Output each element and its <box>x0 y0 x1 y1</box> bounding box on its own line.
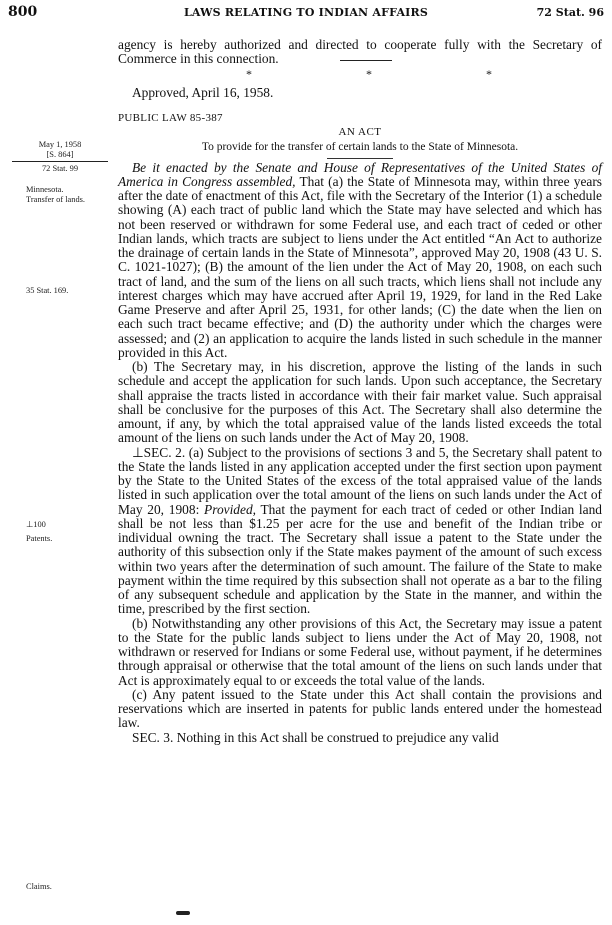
section-2-c: (c) Any patent issued to the State under this Act shall contain the provisions and reservations which are inserted in patents for public lands entered under the homestead law. <box>118 686 602 731</box>
continued-paragraph: agency is hereby authorized and directed to cooperate fully with the Secretary of Commerce in this connection. <box>118 37 602 67</box>
act-purpose: To provide for the transfer of certain lands to the State of Minnesota. <box>201 140 519 153</box>
section-2-a: ⊥SEC. 2. (a) Subject to the provisions of sections 3 and 5, the Secretary shall patent to the State the lands listed in any application accepted under the first section upon payment by the State to the United States of the excess of the total appraised value of the lands listed in such application over the total amount of the liens on such lands under the Act of May 20, 1908: Provided, That the payment for each tract of ceded or other Indian land shall be not less than $1.25 per acre for the use and benefit of the Indian tribe or individual owning the tract. The Secretary shall issue a patent to the State under the authority of this subsection only if the State makes payment of the amount of such excess within two years after the determination of such amount. The failure of the State to make payment within the time required by this subsection shall not operate as a bar to the filing of any subsequent schedule and application by the State in the manner, and within the time, prescribed by the first section. <box>118 444 602 617</box>
running-title: LAWS RELATING TO INDIAN AFFAIRS <box>183 6 429 19</box>
margin-law-date: May 1, 1958 <box>38 140 82 149</box>
margin-divider <box>12 161 108 162</box>
statute-reference: 72 Stat. 96 <box>536 6 604 19</box>
margin-note-patents: Patents. <box>26 534 53 543</box>
margin-senate-bill: [S. 864] <box>46 149 74 159</box>
margin-stat-cite: 72 Stat. 99 <box>41 164 79 173</box>
section-1-b: (b) The Secretary may, in his discretion, approve the listing of the lands in such schedule and accept the application for such lands. Upon such acceptance, the Secretary shall appraise the tracts listed in accordance with their fair market value. Such appraisal shall be conclusive for the purposes of this Act. The Secretary shall also determine the amount, if any, by which the total appraised value of the lands listed exceeds the total amount of the liens on such lands under the Act of May 20, 1908. <box>118 359 602 446</box>
section-1-a: Be it enacted by the Senate and House of Representatives of the United States of America in Congress assembled, That (a) the State of Minnesota may, within three years after the date of enactment of this Act, file with the Secretary of the Interior (1) a schedule showing (A) each tract of public land which the State may have selected and which has not been reserved or withdrawn for some Federal use, and each tract of ceded or other Indian lands, which tracts are subject to liens under the Act entitled “An Act to authorize the drainage of certain lands in the State of Minnesota”, approved May 20, 1908 (43 U. S. C. 1021-1027); (B) the amount of the lien under the Act of May 20, 1908, on each such tract of land, and the sum of the liens on all such tracts, which liens shall not include any interest charges which may have accrued after April 19, 1929, for land in the Red Lake Game Preserve and after April 25, 1931, for other lands; (C) the date when the lien on each such tract became effective; and (D) the authority under which the charges were assessed; and (2) an application to acquire the lands listed in such schedule in the manner provided in this Act. <box>118 159 602 360</box>
section-2-b: (b) Notwithstanding any other provisions of this Act, the Secretary may issue a patent to the State for the public lands subject to liens under the Act of May 20, 1908, not withdrawn or reserved for Indians or some Federal use, without payment, if he determines through appraisal or otherwise that the total amount of the liens on such lands under that Act is approximately equal to or exceeds the total value of the lands. <box>118 615 602 688</box>
approval-rule <box>340 60 392 61</box>
margin-law-block <box>8 140 112 174</box>
public-law-number: PUBLIC LAW 85-387 <box>118 111 223 124</box>
main-text-column <box>118 38 602 745</box>
section-2-label: ⊥SEC. 2. <box>132 444 186 460</box>
margin-note-minnesota: Minnesota. Transfer of lands. <box>26 185 86 204</box>
margin-note-35-stat: 35 Stat. 169. <box>26 286 69 295</box>
section-3-start: SEC. 3. Nothing in this Act shall be construed to prejudice any valid <box>132 729 499 745</box>
asterisk-separator: * * * <box>246 66 492 81</box>
margin-note-claims: Claims. <box>26 882 52 891</box>
margin-note-page-100: ⊥100 <box>26 520 46 529</box>
enacting-clause: Be it enacted by the Senate and House of Representatives of the United States of America in Congress assembled, <box>118 159 602 189</box>
page-number: 800 <box>8 4 38 20</box>
an-act-heading: AN ACT <box>338 125 382 138</box>
heading-rule <box>327 158 393 159</box>
ink-mark <box>176 911 190 915</box>
page-header <box>0 4 612 26</box>
approval-line: Approved, April 16, 1958. <box>132 84 274 100</box>
